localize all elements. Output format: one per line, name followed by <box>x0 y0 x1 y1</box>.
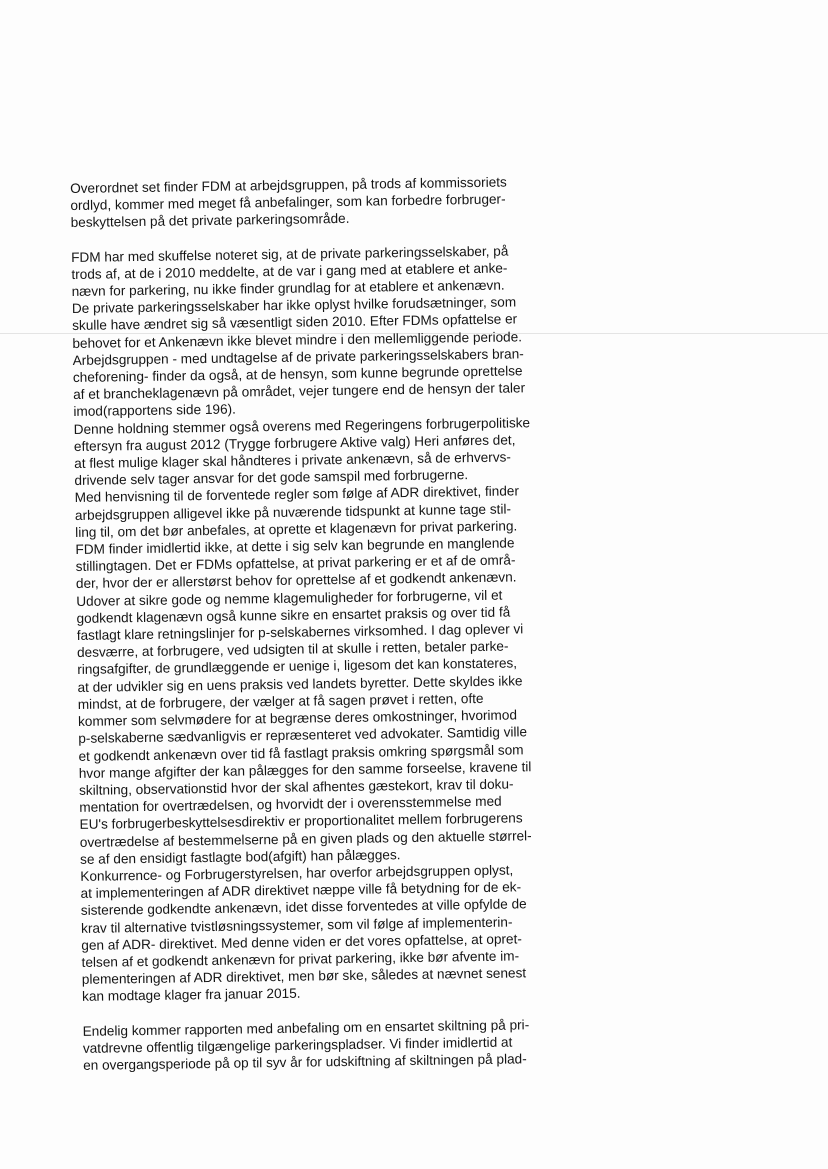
text-line: skulle have ændret sig så væsentligt siden 2010. Efter FDMs opfattelse er <box>72 311 518 334</box>
paragraph <box>70 172 616 232</box>
text-line: Med henvisning til de forventede regler som følge af ADR direktivet, finder <box>74 483 520 506</box>
text-line: at der udvikler sig en uens praksis ved landets byretter. Dette skyldes ikke <box>77 673 523 695</box>
text-line: mentation for overtrædelsen, og hvorvidt der i overensstemmelse med <box>79 793 502 816</box>
text-line: se af den ensidigt fastlagte bod(afgift) han pålægges. <box>79 846 401 867</box>
text-line: FDM finder imidlertid ikke, at dette i sig selv kan begrunde en manglende <box>75 535 515 558</box>
text-line: drivende selv tager ansvar for det gode samspil med forbrugerne. <box>74 467 469 489</box>
text-line: stillingtagen. Det er FDMs opfattelse, at privat parkering er et af de områ- <box>75 552 516 575</box>
text-line: Overordnet set finder FDM at arbejdsgruppen, på trods af kommissoriets <box>70 174 507 196</box>
text-line: overtrædelse af bestemmelserne på en given plads og den aktuelle størrel- <box>79 827 532 850</box>
text-line: at implementeringen af ADR direktivet næppe ville få betydning for de ek- <box>80 879 522 902</box>
text-line: plementeringen af ADR direktivet, men bør ske, således at nævnet senest <box>81 965 527 988</box>
text-line: beskyttelsen på det private parkeringsområde. <box>70 211 350 231</box>
text-line: et godkendt ankenævn over tid få fastlagt praksis omkring spørgsmål som <box>78 741 524 764</box>
text-line: eftersyn fra august 2012 (Trygge forbrugere Aktive valg) Heri anføres det, <box>73 432 516 454</box>
text-line: Konkurrence- og Forbrugerstyrelsen, har overfor arbejdsgruppen oplyst, <box>80 862 514 884</box>
text-line: at flest mulige klager skal håndteres i private ankenævn, så de erhvervs- <box>74 449 512 472</box>
text-line: fastlagt klare retningslinjer for p-selskabernes virksomhed. I dag oplever vi <box>76 621 524 644</box>
text-line: en overgangsperiode på op til syv år for udskiftning af skiltningen på plad- <box>83 1051 527 1073</box>
text-line: kan modtage klager fra januar 2015. <box>82 986 301 1005</box>
text-line: Denne holdning stemmer også overens med Regeringens forbrugerpolitiske <box>73 414 531 437</box>
text-line: cheforening- finder da også, at de hensyn, som kunne begrunde oprettelse <box>72 363 523 386</box>
text-line: gen af ADR- direktivet. Med denne viden er det vores opfattelse, at opret- <box>81 931 522 953</box>
text-line: skiltning, observationstid hvor der skal afhentes gæstekort, krav til doku- <box>78 776 514 798</box>
text-line: Udover at sikre gode og nemme klagemuligheder for forbrugerne, vil et <box>76 587 503 609</box>
text-line: Endelig kommer rapporten med anbefaling om en ensartet skiltning på pri- <box>82 1016 530 1039</box>
text-line: ling til, om det bør anbefales, at oprette et klagenævn for privat parkering. <box>75 518 518 540</box>
text-line: mindst, at de forbrugere, der vælger at få sagen prøvet i retten, ofte <box>77 690 484 712</box>
text-line: behovet for et Ankenævn ikke blevet mindre i den mellemliggende periode. <box>72 328 523 351</box>
text-line: hvor mange afgifter der kan pålægges for den samme forseelse, kravene til <box>78 758 532 781</box>
text-line: arbejdsgruppen alligevel ikke på nuværende tidspunkt at kunne tage stil- <box>74 501 512 523</box>
text-line: De private parkeringsselskaber har ikke oplyst hvilke forudsætninger, som <box>71 294 517 317</box>
text-line: desværre, at forbrugere, ved udsigten til at skulle i retten, betaler parke- <box>76 638 509 661</box>
text-line: telsen af et godkendt ankenævn for privat parkering, ikke bør afvente im- <box>81 948 520 970</box>
text-line: nævn for parkering, nu ikke finder grundlag for at etablere et ankenævn. <box>71 277 505 300</box>
text-line: imod(rapportens side 196). <box>73 402 237 420</box>
text-line: af et brancheklagenævn på området, vejer tungere end de hensyn der taler <box>73 380 526 403</box>
text-line: ordlyd, kommer med meget få anbefalinger, som kan forbedre forbruger- <box>70 191 506 214</box>
text-line: ringsafgifter, de grundlæggende er uenige i, ligesom det kan konstateres, <box>77 655 518 678</box>
paragraph <box>82 1014 628 1074</box>
text-line: FDM har med skuffelse noteret sig, at de private parkeringsselskaber, på <box>71 243 509 265</box>
text-line: sisterende godkendte ankenævn, idet disse forventedes at ville opfylde de <box>80 896 527 919</box>
text-line: kommer som selvmødere for at begrænse deres omkostninger, hvorimod <box>77 707 518 730</box>
text-line: trods af, at de i 2010 meddelte, at de var i gang med at etablere et anke- <box>71 260 508 282</box>
text-line: p-selskaberne sædvanligvis er repræsenteret ved advokater. Samtidig ville <box>78 724 528 747</box>
letter-body <box>70 172 628 1074</box>
text-line: der, hvor der er allerstørst behov for oprettelse af et godkendt ankenævn. <box>75 569 517 592</box>
paragraph <box>71 241 627 1006</box>
text-line: Arbejdsgruppen - med undtagelse af de private parkeringsselskabers bran- <box>72 346 524 368</box>
text-line: EU's forbrugerbeskyttelsesdirektiv er proportionalitet mellem forbrugerens <box>79 810 523 833</box>
text-line: godkendt klagenævn også kunne sikre en ensartet praksis og over tid få <box>76 604 511 626</box>
text-line: vatdrevne offentlig tilgængelige parkeringspladser. Vi finder imidlertid at <box>82 1034 513 1056</box>
text-line: krav til alternative tvistløsningssystemer, som vil følge af implementerin- <box>80 914 513 936</box>
